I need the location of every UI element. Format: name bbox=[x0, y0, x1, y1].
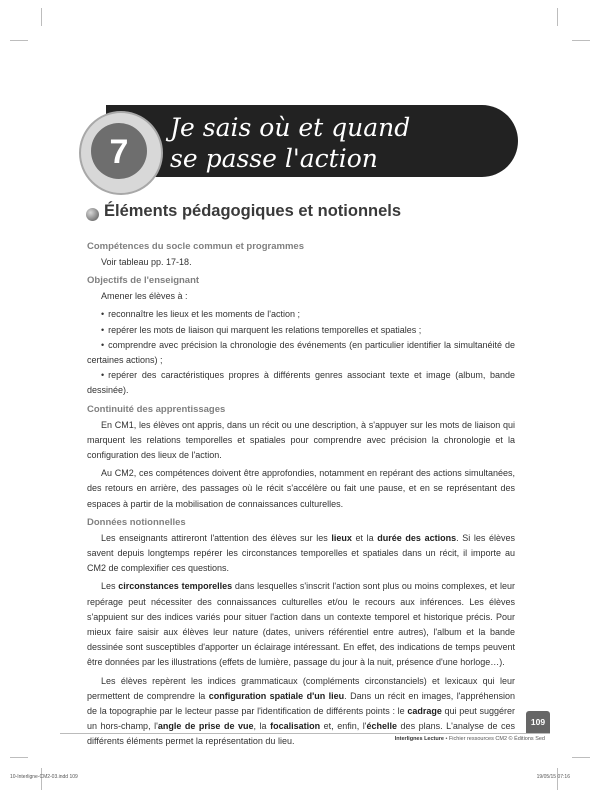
bullet-icon: • bbox=[101, 324, 105, 335]
donnees-paragraph-1: Les enseignants attireront l'attention des élèves sur les lieux et la durée des actions. Si les élèves savent depuis longtemps repérer les circonstances temporelles et spatiales dans un récit, il importe au CM2 de complexifier ces questions. bbox=[87, 532, 516, 574]
main-content bbox=[87, 236, 515, 753]
footer-credit: Interlignes Lecture • Fichier ressources CM2 © Éditions Sed bbox=[394, 736, 545, 742]
objectifs-intro: Amener les élèves à : bbox=[101, 291, 188, 302]
competences-text: Voir tableau pp. 17-18. bbox=[101, 257, 192, 267]
chapter-title-line-1: Je sais où et quand bbox=[170, 113, 411, 142]
continuite-paragraph-2: Au CM2, ces compétences doivent être approfondies, notamment en repérant des actions simultanées, des retours en arrière, des passages où le récit s'accélère ou fait une pause, et en se représentant des espaces à partir de la mobilisation de connaissances culturelles. bbox=[87, 468, 515, 509]
print-slug-file: 10-Interligne-CM2-03.indd 109 bbox=[10, 774, 78, 780]
bullet-icon: • bbox=[101, 370, 105, 381]
competences-heading: Compétences du socle commun et programmes bbox=[87, 241, 304, 252]
objectifs-heading: Objectifs de l'enseignant bbox=[87, 275, 200, 287]
continuite-heading: Continuité des apprentissages bbox=[87, 403, 226, 415]
donnees-paragraph-2: Les circonstances temporelles dans lesquelles s'inscrit l'action sont plus ou moins complexes, et leur repérage peut nécessiter des connaissances culturelles et/ou le recours aux inférences. Les élèves s'appuient sur des indices variés pour situer l'action dans un contexte temporel et historique précis. Pour mieux faire saisir aux élèves leur nature (dates, univers référentiel entre autres), l'album et la bande dessinée sont susceptibles d'apporter un éclairage intéressant. En effet, des indications de temps peuvent être données par les illustrations (effets de lumière, passage du jour à la nuit, présence d'une horloge…). bbox=[87, 581, 515, 668]
section-bullet-icon bbox=[86, 208, 99, 221]
crop-mark bbox=[10, 40, 28, 41]
crop-mark bbox=[572, 40, 590, 41]
page-number: 109 bbox=[526, 711, 550, 733]
footer-divider bbox=[60, 733, 550, 734]
chapter-title-line-2: se passe l'action bbox=[170, 144, 378, 173]
donnees-paragraph-3: Les élèves repèrent les indices grammaticaux (compléments circonstanciels) et lexicaux qui leur permettent de comprendre la configuration spatiale d'un lieu. Dans un récit en images, l'appréhension de la topographie par le lecteur passe par l'identification de différents points : le cadrage qui peut suggérer un hors-champ, l'angle de prise de vue, la focalisation et, enfin, l'échelle des plans. L'analyse de ces différents éléments permet la représentation du lieu. bbox=[87, 675, 515, 747]
list-item: • repérer les mots de liaison qui marquent les relations temporelles et spatiales ; bbox=[101, 324, 422, 335]
crop-mark bbox=[10, 757, 28, 758]
list-item: • repérer des caractéristiques propres à différents genres associant texte et image (album, bande dessinée). bbox=[87, 370, 515, 396]
objectifs-list bbox=[87, 307, 515, 398]
list-item: • comprendre avec précision la chronologie des événements (en particulier identifier la simultanéité de certaines actions) ; bbox=[87, 339, 515, 366]
chapter-number: 7 bbox=[109, 133, 129, 171]
print-slug-date: 19/05/15 07:16 bbox=[536, 774, 570, 780]
bullet-icon: • bbox=[101, 339, 105, 350]
crop-mark bbox=[557, 8, 558, 26]
section-title: Éléments pédagogiques et notionnels bbox=[104, 202, 402, 220]
chapter-title bbox=[170, 112, 410, 174]
continuite-paragraph-1: En CM1, les élèves ont appris, dans un récit ou une description, à s'appuyer sur les mots de liaison qui marquent les relations temporelles et spatiales pour comprendre avec précision la chronologie et la configuration des lieux de l'action. bbox=[87, 419, 515, 461]
list-item: • reconnaître les lieux et les moments de l'action ; bbox=[101, 309, 300, 320]
crop-mark bbox=[41, 8, 42, 26]
donnees-heading: Données notionnelles bbox=[87, 516, 186, 528]
crop-mark bbox=[572, 757, 590, 758]
bullet-icon: • bbox=[101, 309, 105, 320]
